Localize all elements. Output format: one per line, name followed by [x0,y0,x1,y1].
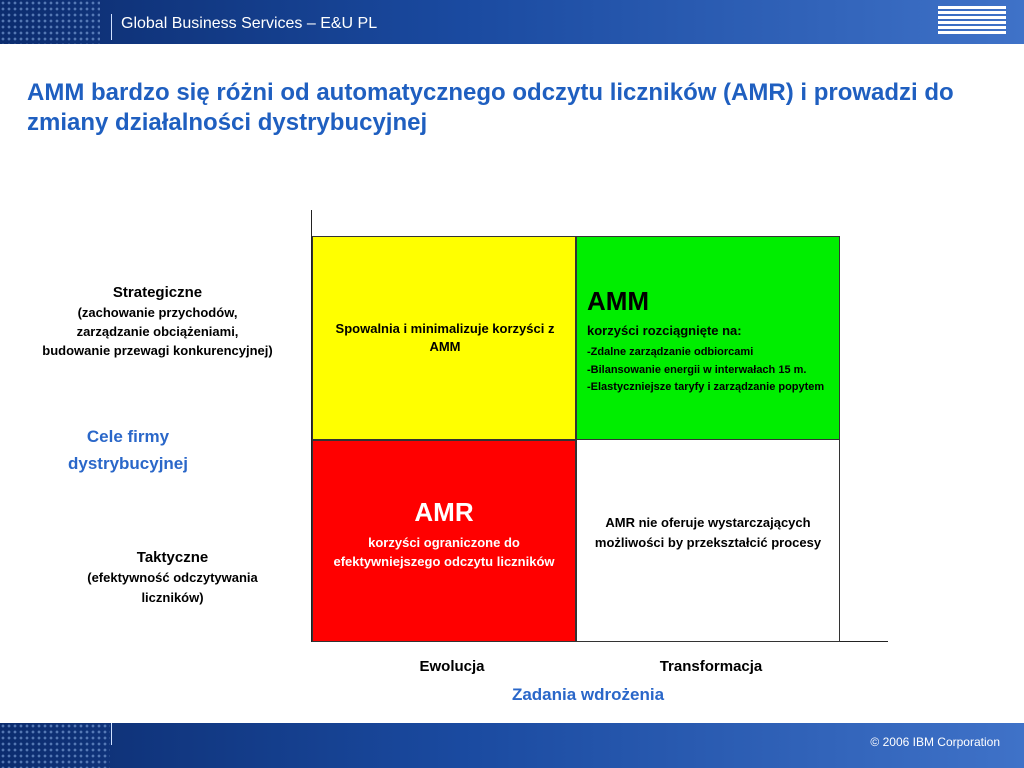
y-label-tactical [60,548,285,608]
strategic-detail-line: budowanie przewagi konkurencyjnej) [42,343,273,358]
header-title: Global Business Services – E&U PL [121,15,378,32]
quadrant-bottom-right-text: AMR nie oferuje wystarczających możliwości by przekształcić procesy [594,515,822,550]
tactical-detail-line: (efektywność odczytywania [87,570,258,585]
quadrant-top-right [576,236,840,440]
amr-subtitle: korzyści ograniczone do efektywniejszego odczytu liczników [333,535,555,569]
y-label-strategic [0,283,315,360]
x-axis-title: Zadania wdrożenia [511,685,665,704]
quadrant-top-left-text: Spowalnia i minimalizuje korzyści z AMM [335,321,555,354]
footer-divider [111,723,112,745]
footer-bar [0,723,1024,768]
strategic-detail-line: (zachowanie przychodów, [77,305,238,320]
amm-benefit-list [587,344,824,397]
amm-benefit-item: -Elastyczniejsze taryfy i zarządzanie popytem [587,381,825,393]
header-dot-pattern [0,0,100,44]
tactical-heading: Taktyczne [136,549,209,566]
amm-benefit-item: -Zdalne zarządzanie odbiorcami [587,346,754,358]
strategic-detail-line: zarządzanie obciążeniami, [76,324,239,339]
header-bar [0,0,1024,44]
tactical-detail-line: liczników) [141,590,204,605]
page-title: AMM bardzo się różni od automatycznego odczytu liczników (AMR) i prowadzi do zmiany działalności dystrybucyjnej [27,79,954,136]
header-divider [111,14,112,40]
footer-dot-pattern [0,723,110,768]
y-axis-title: Cele firmy dystrybucyjnej [68,427,188,473]
x-label-transformation: Transformacja [659,658,763,675]
strategic-heading: Strategiczne [112,284,203,301]
x-label-evolution: Ewolucja [419,658,485,675]
amm-title: AMM [587,286,650,316]
copyright-text: © 2006 IBM Corporation [870,735,1000,749]
ibm-logo [938,6,1006,36]
amr-title: AMR [414,497,474,527]
amm-subtitle: korzyści rozciągnięte na: [587,323,742,338]
amm-benefit-item: -Bilansowanie energii w interwałach 15 m. [587,363,807,376]
